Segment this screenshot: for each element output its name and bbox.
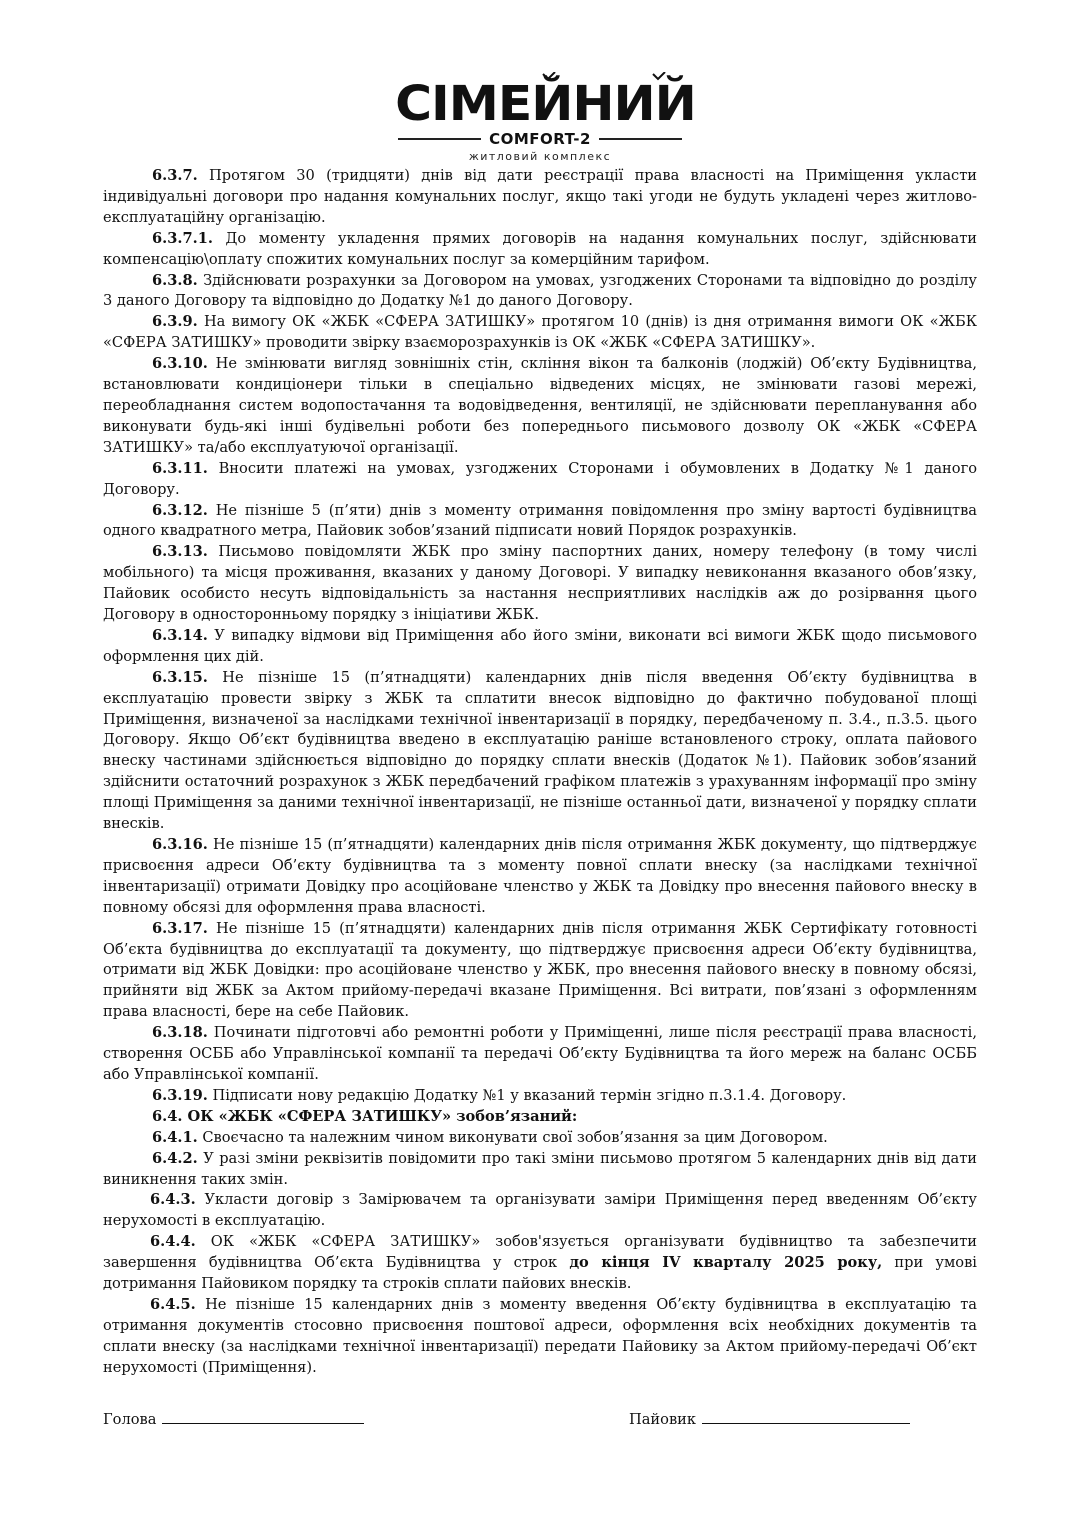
clause-text: Вносити платежі на умовах, узгоджених Сторонами і обумовлених в Додатку №1 даного Договору. (103, 459, 977, 498)
clause-text: У разі зміни реквізитів повідомити про такі зміни письмово протягом 5 календарних днів від дати виникнення таких змін. (103, 1149, 977, 1188)
clause-number: 6.4.1. (152, 1128, 198, 1146)
clause (103, 1295, 977, 1379)
logo-divider (599, 138, 682, 140)
signature-line (702, 1408, 910, 1424)
deadline-text: до кінця IV кварталу 2025 року, (569, 1254, 883, 1272)
clause-text: Підписати нову редакцію Додатку №1 у вказаний термін згідно п.3.1.4. Договору. (207, 1086, 847, 1104)
clause-text: Письмово повідомляти ЖБК про зміну паспортних даних, номеру телефону (в тому числі мобільного) та місця проживання, вказаних у даному Договорі. У випадку невиконання вказаного обов’язку, Пайовик особисто несуть відповідальність за настання несприятливих наслідків аж до розірвання цього Договору в односторонньому порядку з ініціативи ЖБК. (103, 543, 977, 624)
clause-number: 6.4.3. (150, 1191, 196, 1209)
clause (103, 1023, 977, 1086)
clause-text: У випадку відмови від Приміщення або його зміни, виконати всі вимоги ЖБК щодо письмового оформлення цих дій. (103, 626, 977, 665)
document-body (103, 166, 977, 1379)
clause-number: 6.3.7.1. (152, 229, 213, 247)
clause-number: 6.3.14. (152, 626, 208, 644)
clause-number: 6.4.2. (152, 1149, 198, 1167)
clause (103, 271, 977, 313)
clause-text: Здійснювати розрахунки за Договором на умовах, узгоджених Сторонами та відповідно до розділу 3 даного Договору та відповідно до Додатку №1 до даного Договору. (103, 271, 977, 310)
clause-number: 6.4.5. (150, 1295, 196, 1313)
clause-number: 6.3.12. (152, 501, 208, 519)
clause (103, 626, 977, 668)
clause-number: 6.3.7. (152, 167, 198, 184)
clause (103, 229, 977, 271)
signature-chairman (103, 1408, 364, 1428)
section-heading: 6.4. ОК «ЖБК «СФЕРА ЗАТИШКУ» зобов’язаний: (152, 1107, 578, 1125)
clause-text: На вимогу ОК «ЖБК «СФЕРА ЗАТИШКУ» протягом 10 (днів) із дня отримання вимоги ОК «ЖБК «СФЕРА ЗАТИШКУ» проводити звірку взаєморозрахунків із ОК «ЖБК «СФЕРА ЗАТИШКУ». (103, 313, 977, 352)
clause-number: 6.3.8. (152, 271, 198, 289)
clause-number: 6.3.11. (152, 459, 208, 477)
clause-text: ОК «ЖБК «СФЕРА ЗАТИШКУ» зобов'язується організувати будівництво та забезпечити завершення будівництва Об’єкта Будівництва у строк (103, 1233, 977, 1272)
clause-number: 6.3.18. (152, 1024, 208, 1042)
clause-text: Не пізніше 15 (п’ятнадцяти) календарних днів після отримання ЖБК Сертифікату готовності Об’єкта будівництва до експлуатації та документу, що підтверджує присвоєння адреси Об’єкту будівництва, отримати від ЖБК Довідки: про асоційоване членство у ЖБК, про внесення пайового внеску в повному обсязі, прийняти від ЖБК за Актом прийому-передачі вказане Приміщення. Всі витрати, пов’язані з оформленням права власності, бере на себе Пайовик. (103, 919, 977, 1021)
clause (103, 542, 977, 626)
signature-line (162, 1408, 364, 1424)
clause (103, 1190, 977, 1232)
clause-text: Своєчасно та належним чином виконувати свої зобов’язання за цим Договором. (197, 1128, 828, 1146)
clause-number: 6.3.17. (152, 919, 208, 937)
clause-text: Укласти договір з Замірювачем та організувати заміри Приміщення перед введенням Об’єкту нерухомості в експлуатацію. (103, 1191, 977, 1230)
clause (103, 166, 977, 229)
clause-text: Не пізніше 15 (п’ятнадцяти) календарних днів після введення Об’єкту будівництва в експлуатацію провести звірку з ЖБК та сплатити внесок відповідно до фактично побудованої площі Приміщення, визначеної за наслідками технічної інвентаризації в порядку, передбаченому п. 3.4., п.3.5. цього Договору. Якщо Об’єкт будівництва введено в експлуатацію раніше встановленого строку, оплата пайового внеску частинами здійснюється відповідно до порядку сплати внесків (Додаток №1). Пайовик зобов’язаний здійснити остаточний розрахунок з ЖБК передбачений графіком платежів з урахуванням інформації про зміну площі Приміщення за даними технічної інвентаризації, не пізніше останньої дати, визначеної у порядку сплати внесків. (103, 668, 977, 833)
signature-block (103, 1408, 977, 1432)
signature-label: Пайовик (629, 1411, 697, 1428)
clause-text: До моменту укладення прямих договорів на надання комунальних послуг, здійснювати компенсацію\оплату спожитих комунальних послуг за комерційним тарифом. (103, 229, 977, 268)
logo-divider (398, 138, 481, 140)
clause (103, 668, 977, 835)
clause-text: Не пізніше 5 (п’яти) днів з моменту отримання повідомлення про зміну вартості будівництва одного квадратного метра, Пайовик зобов’язаний підписати новий Порядок розрахунків. (103, 501, 977, 540)
clause-number: 6.3.9. (152, 313, 198, 331)
clause-text: Не змінювати вигляд зовнішніх стін, скління вікон та балконів (лоджій) Об’єкту Будівництва, встановлювати кондиціонери тільки в спеціально відведених місцях, не змінювати газові мережі, переобладнання систем водопостачання та водовідведення, вентиляції, не здійснювати перепланування або виконувати будь-які інші будівельні роботи без попереднього письмового дозволу ОК «ЖБК «СФЕРА ЗАТИШКУ» та/або експлуатуючої організації. (103, 355, 977, 456)
logo (390, 72, 696, 168)
clause-text: Починати підготовчі або ремонтні роботи у Приміщенні, лише після реєстрації права власності, створення ОСББ або Управлінської компанії та передачі Об’єкту Будівництва та його мереж на баланс ОСББ або Управлінської компанії. (103, 1024, 977, 1083)
clause (103, 1128, 977, 1149)
clause (103, 501, 977, 543)
clause (103, 835, 977, 919)
clause-text: Не пізніше 15 календарних днів з моменту введення Об’єкту будівництва в експлуатацію та отримання документів стосовно присвоєння поштової адреси, оформлення всіх необхідних документів та сплати внеску (за наслідками технічної інвентаризації) передати Пайовику за Актом прийому-передачі Об’єкт нерухомості (Приміщення). (103, 1295, 977, 1376)
clause-text: Протягом 30 (тридцяти) днів від дати реєстрації права власності на Приміщення укласти індивідуальні договори про надання комунальних послуг, якщо такі угоди не будуть укладені через житлово-експлуатаційну організацію. (103, 167, 977, 226)
logo-subtitle-row (398, 130, 682, 148)
clause (103, 459, 977, 501)
logo-wordmark: СІМЕЙНИЙ (395, 76, 696, 132)
clause (103, 312, 977, 354)
logo-subtitle: COMFORT-2 (489, 130, 591, 148)
clause (103, 1149, 977, 1191)
clause-number: 6.3.15. (152, 668, 208, 686)
signature-shareholder (629, 1408, 910, 1428)
clause-number: 6.4.4. (150, 1233, 196, 1251)
signature-label: Голова (103, 1411, 157, 1428)
clause (103, 1086, 977, 1107)
clause-text: при умові дотримання Пайовиком порядку та строків сплати пайових внесків. (103, 1254, 977, 1293)
clause (103, 1232, 977, 1295)
clause-text: Не пізніше 15 (п’ятнадцяти) календарних днів після отримання ЖБК документу, що підтверджує присвоєння адреси Об’єкту будівництва та з моменту повної сплати внеску (за наслідками технічної інвентаризації) отримати Довідку про асоційоване членство у ЖБК та Довідку про внесення пайового внеску в повному обсязі для оформлення права власності. (103, 836, 977, 916)
clause-number: 6.3.19. (152, 1086, 208, 1104)
clause (103, 354, 977, 459)
clause (103, 919, 977, 1024)
clause-number: 6.3.16. (152, 836, 208, 853)
logo-tagline: житловий комплекс (468, 150, 612, 163)
clause-number: 6.3.10. (152, 355, 208, 373)
clause-number: 6.3.13. (152, 543, 208, 561)
